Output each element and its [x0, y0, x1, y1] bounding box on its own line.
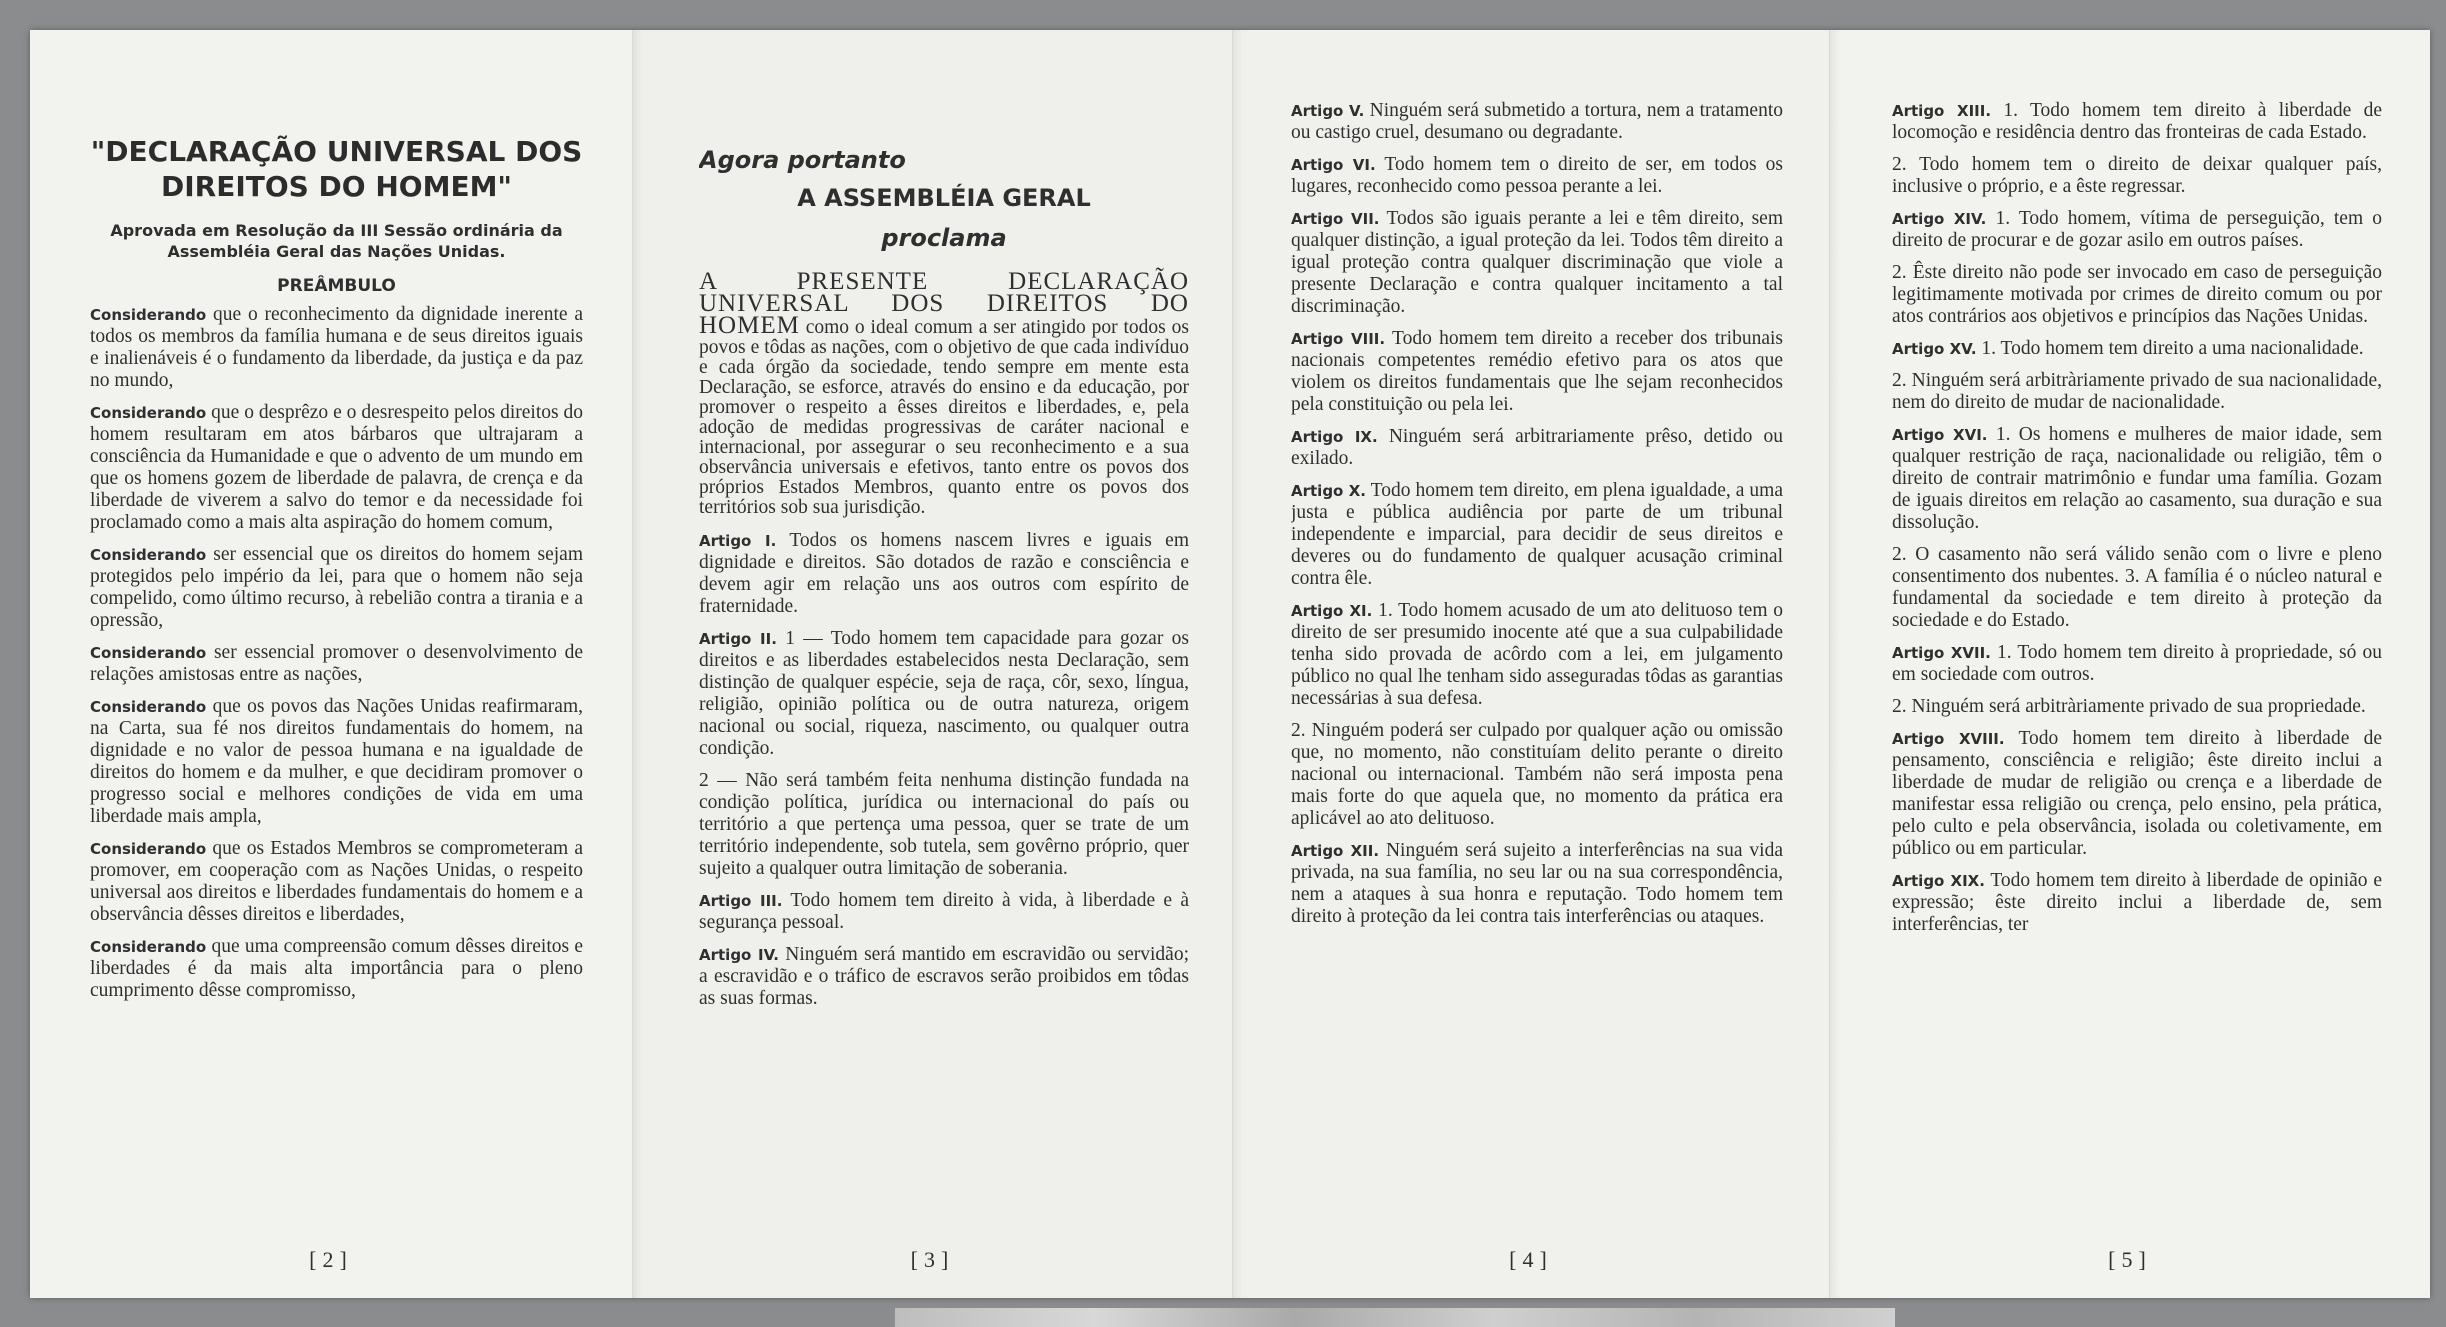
paragraph-text: Todo homem tem direito à liberdade de opinião e expressão; êste direito inclui a liberdade de, sem interferências, ter	[1892, 870, 2382, 935]
paragraph-text: 2. Ninguém será arbitràriamente privado de sua nacionalidade, nem do direito de mudar de nacionalidade.	[1892, 370, 2382, 413]
considering-lead: Considerando	[90, 404, 207, 422]
article-paragraph	[1291, 720, 1783, 830]
article-label: Artigo VI.	[1291, 156, 1376, 174]
article-label: Artigo XIII.	[1892, 102, 1992, 120]
articles-body	[1291, 100, 1783, 928]
article-paragraph	[1291, 100, 1783, 144]
article-label: Artigo XVI.	[1892, 426, 1988, 444]
article-label: Artigo XII.	[1291, 842, 1380, 860]
considering-lead: Considerando	[90, 840, 207, 858]
considering-lead: Considerando	[90, 938, 207, 956]
article-label: Artigo VII.	[1291, 210, 1380, 228]
preamble-paragraph	[90, 642, 583, 686]
paragraph-text: 1. Todo homem tem direito à liberdade de locomoção e residência dentro das fronteiras de cada Estado.	[1892, 100, 2382, 143]
page-3-column	[699, 102, 1189, 1218]
paragraph-text: Todo homem tem direito à liberdade de pensamento, consciência e religião; êste direito inclui a liberdade de mudar de religião ou crença e a liberdade de manifestar essa religião ou crença, pelo ensino, pela prática, pelo culto e pela observância, isolada ou coletivamente, em público ou em particular.	[1892, 728, 2382, 859]
document-title: "DECLARAÇÃO UNIVERSAL DOS DIREITOS DO HOMEM"	[90, 135, 583, 203]
article-label: Artigo XVII.	[1892, 644, 1991, 662]
considering-lead: Considerando	[90, 644, 207, 662]
article-paragraph	[1892, 370, 2382, 414]
paragraph-text: 1. Todo homem tem direito a uma nacionalidade.	[1976, 338, 2364, 359]
article-label: Artigo II.	[699, 630, 777, 648]
preamble-paragraph	[90, 304, 583, 392]
paragraph-text: ser essencial que os direitos do homem sejam protegidos pelo império da lei, para que o homem não seja compelido, como último recurso, à rebelião contra a tirania e a opressão,	[90, 544, 583, 631]
paragraph-text: que uma compreensão comum dêsses direitos e liberdades é da mais alta importância para o pleno cumprimento dêsse compromisso,	[90, 936, 583, 1001]
preamble-heading: PREÂMBULO	[277, 276, 396, 296]
article-paragraph	[1291, 426, 1783, 470]
proclaims-heading: proclama	[881, 224, 1007, 252]
preamble-paragraph	[90, 544, 583, 632]
article-label: Artigo V.	[1291, 102, 1365, 120]
approval-subtitle: Aprovada em Resolução da III Sessão ordinária da Assembléia Geral das Nações Unidas.	[110, 221, 563, 261]
article-label: Artigo XV.	[1892, 340, 1977, 358]
paragraph-text: 1. Todo homem, vítima de perseguição, tem o direito de procurar e de gozar asilo em outros países.	[1892, 208, 2382, 251]
paragraph-text: 2. O casamento não será válido senão com o livre e pleno consentimento dos nubentes. 3. A família é o núcleo natural e fundamental da sociedade e tem direito à proteção da sociedade e do Estado.	[1892, 544, 2382, 631]
paragraph-text: 2. Ninguém será arbitràriamente privado de sua propriedade.	[1892, 696, 2366, 717]
paragraph-text: ser essencial promover o desenvolvimento de relações amistosas entre as nações,	[90, 642, 583, 685]
page-number: [5]	[2108, 1247, 2152, 1272]
page-5-column	[1892, 100, 2382, 1218]
article-paragraph	[1892, 870, 2382, 936]
page-5-panel	[1829, 30, 2430, 1298]
page-number: [2]	[309, 1247, 353, 1272]
article-paragraph	[699, 770, 1189, 880]
article-label: Artigo XI.	[1291, 602, 1373, 620]
paragraph-text: Todos são iguais perante a lei e têm direito, sem qualquer distinção, a igual proteção da lei. Todos têm direito a igual proteção contra qualquer discriminação que viole a presente Declaração e contra qualquer incitamento a tal discriminação.	[1291, 208, 1783, 317]
paragraph-text: que os Estados Membros se comprometeram a promover, em cooperação com as Nações Unidas, o respeito universal aos direitos e liberdades fundamentais do homem e a observância dêsses direitos e liberdades,	[90, 838, 583, 925]
article-paragraph	[699, 628, 1189, 760]
considering-lead: Considerando	[90, 546, 207, 564]
paragraph-text: Ninguém será sujeito a interferências na sua vida privada, na sua família, no seu lar ou na sua correspondência, nem a ataques à sua honra e reputação. Todo homem tem direito à proteção da lei contra tais interferências ou ataques.	[1291, 840, 1783, 927]
article-label: Artigo VIII.	[1291, 330, 1386, 348]
article-paragraph	[1291, 480, 1783, 590]
paragraph-text: 1. Todo homem acusado de um ato delituoso tem o direito de ser presumido inocente até que a sua culpabilidade tenha sido provada de acôrdo com a lei, em julgamento público no qual lhe tenham sido asseguradas tôdas as garantias necessárias à sua defesa.	[1291, 600, 1783, 709]
fold-shadow	[1233, 30, 1243, 1298]
considering-lead: Considerando	[90, 698, 207, 716]
paragraph-text: 1. Todo homem tem direito à propriedade, só ou em sociedade com outros.	[1892, 642, 2382, 685]
fold-shadow	[633, 30, 643, 1298]
considering-lead: Considerando	[90, 306, 207, 324]
page-number: [3]	[910, 1247, 955, 1272]
article-paragraph	[1291, 208, 1783, 318]
article-label: Artigo X.	[1291, 482, 1366, 500]
preamble-paragraph	[90, 838, 583, 926]
paragraph-text: 2. Ninguém poderá ser culpado por qualquer ação ou omissão que, no momento, não constituíam delito perante o direito nacional ou internacional. Também não será imposta pena mais forte do que aquela que, no momento da prática era aplicável ao ato delituoso.	[1291, 720, 1783, 829]
general-assembly-heading: A ASSEMBLÉIA GERAL	[797, 184, 1091, 212]
article-paragraph	[699, 530, 1189, 618]
article-paragraph	[699, 944, 1189, 1010]
preamble-paragraph	[90, 696, 583, 828]
article-label: Artigo IX.	[1291, 428, 1378, 446]
article-paragraph	[1892, 154, 2382, 198]
paragraph-text: Todo homem tem direito a receber dos tribunais nacionais competentes remédio efetivo para os atos que violem os direitos fundamentais que lhe sejam reconhecidos pela constituição ou pela lei.	[1291, 328, 1783, 415]
paragraph-text: Todo homem tem direito à vida, à liberdade e à segurança pessoal.	[699, 890, 1189, 933]
article-paragraph	[1291, 154, 1783, 198]
page-number: [4]	[1509, 1247, 1553, 1272]
paragraph-text: que o desprêzo e o desrespeito pelos direitos do homem resultaram em atos bárbaros que ultrajaram a consciência da Humanidade e que o advento de um mundo em que os homens gozem de liberdade de palavra, de crença e da liberdade de viverem a salvo do temor e da necessidade foi proclamado como a mais alta aspiração do homem comum,	[90, 402, 583, 533]
paragraph-text: Todo homem tem direito, em plena igualdade, a uma justa e pública audiência por parte de um tribunal independente e imparcial, para decidir de seus direitos e deveres ou do fundamento de qualquer acusação criminal contra êle.	[1291, 480, 1783, 589]
article-paragraph	[1892, 696, 2382, 718]
articles-body	[1892, 100, 2382, 936]
scan-color-strip	[895, 1308, 1895, 1327]
paragraph-text: Ninguém será submetido a tortura, nem a tratamento ou castigo cruel, desumano ou degradante.	[1291, 100, 1783, 143]
proclamation-paragraph	[699, 268, 1189, 518]
preamble-paragraph	[90, 936, 583, 1002]
article-paragraph	[1291, 328, 1783, 416]
page-4-panel	[1232, 30, 1829, 1298]
fold-shadow	[1830, 30, 1840, 1298]
article-paragraph	[1892, 544, 2382, 632]
preamble-body	[90, 304, 583, 1002]
page-2-column	[90, 102, 583, 1218]
article-paragraph	[1291, 840, 1783, 928]
article-paragraph	[1892, 208, 2382, 252]
paragraph-text: Ninguém será mantido em escravidão ou servidão; a escravidão e o tráfico de escravos serão proibidos em tôdas as suas formas.	[699, 944, 1189, 1009]
proclamation-caps: A PRESENTE DECLARAÇÃO UNIVERSAL DOS DIREITOS DO HOMEM	[699, 268, 1189, 339]
article-label: Artigo XIV.	[1892, 210, 1987, 228]
article-paragraph	[1892, 338, 2382, 360]
leaflet-sheet	[30, 30, 2430, 1298]
now-therefore-heading: Agora portanto	[699, 146, 906, 174]
paragraph-text: 2. Êste direito não pode ser invocado em caso de perseguição legitimamente motivada por crimes de direito comum ou por atos contrários aos objetivos e princípios das Nações Unidas.	[1892, 262, 2382, 327]
article-paragraph	[1291, 600, 1783, 710]
article-paragraph	[1892, 262, 2382, 328]
article-paragraph	[1892, 642, 2382, 686]
proclamation-text: como o ideal comum a ser atingido por todos os povos e tôdas as nações, com o objetivo de que cada indivíduo e cada órgão da sociedade, tendo sempre em mente esta Declaração, se esforce, através do ensino e da educação, por promover o respeito a êsses direitos e liberdades, e, pela adoção de medidas progressivas de caráter nacional e internacional, por assegurar o seu reconhecimento e a sua observância universais e efetivos, tanto entre os povos dos próprios Estados Membros, quanto entre os povos dos territórios sob sua jurisdição.	[699, 317, 1189, 518]
paragraph-text: Todos os homens nascem livres e iguais em dignidade e direitos. São dotados de razão e consciência e devem agir em relação uns aos outros com espírito de fraternidade.	[699, 530, 1189, 617]
page-2-panel	[30, 30, 632, 1298]
article-paragraph	[1892, 100, 2382, 144]
article-paragraph	[699, 890, 1189, 934]
article-label: Artigo XVIII.	[1892, 730, 2005, 748]
paragraph-text: 1 — Todo homem tem capacidade para gozar os direitos e as liberdades estabelecidos nesta Declaração, sem distinção de qualquer espécie, seja de raça, côr, sexo, língua, religião, opinião política ou de outra natureza, origem nacional ou social, riqueza, nascimento, ou qualquer outra condição.	[699, 628, 1189, 759]
preamble-paragraph	[90, 402, 583, 534]
paragraph-text: Todo homem tem o direito de ser, em todos os lugares, reconhecido como pessoa perante a lei.	[1291, 154, 1783, 197]
paragraph-text: 2 — Não será também feita nenhuma distinção fundada na condição política, jurídica ou internacional do país ou território a que pertença uma pessoa, quer se trate de um território independente, sob tutela, sem govêrno próprio, quer sujeito a qualquer outra limitação de soberania.	[699, 770, 1189, 879]
paragraph-text: que o reconhecimento da dignidade inerente a todos os membros da família humana e de seus direitos iguais e inalienáveis é o fundamento da liberdade, da justiça e da paz no mundo,	[90, 304, 583, 391]
article-paragraph	[1892, 424, 2382, 534]
articles-body	[699, 530, 1189, 1010]
article-label: Artigo XIX.	[1892, 872, 1985, 890]
article-label: Artigo I.	[699, 532, 777, 550]
page-4-column	[1291, 100, 1783, 1218]
article-label: Artigo IV.	[699, 946, 779, 964]
paragraph-text: Ninguém será arbitrariamente prêso, detido ou exilado.	[1291, 426, 1783, 469]
article-label: Artigo III.	[699, 892, 783, 910]
paragraph-text: 1. Os homens e mulheres de maior idade, sem qualquer restrição de raça, nacionalidade ou religião, têm o direito de contrair matrimônio e fundar uma família. Gozam de iguais direitos em relação ao casamento, sua duração e sua dissolução.	[1892, 424, 2382, 533]
paragraph-text: que os povos das Nações Unidas reafirmaram, na Carta, sua fé nos direitos fundamentais do homem, na dignidade e no valor de pessoa humana e na igualdade de direitos do homem e da mulher, e que decidiram promover o progresso social e melhores condições de vida em uma liberdade mais ampla,	[90, 696, 583, 827]
article-paragraph	[1892, 728, 2382, 860]
paragraph-text: 2. Todo homem tem o direito de deixar qualquer país, inclusive o próprio, e a êste regressar.	[1892, 154, 2382, 197]
page-3-panel	[632, 30, 1232, 1298]
